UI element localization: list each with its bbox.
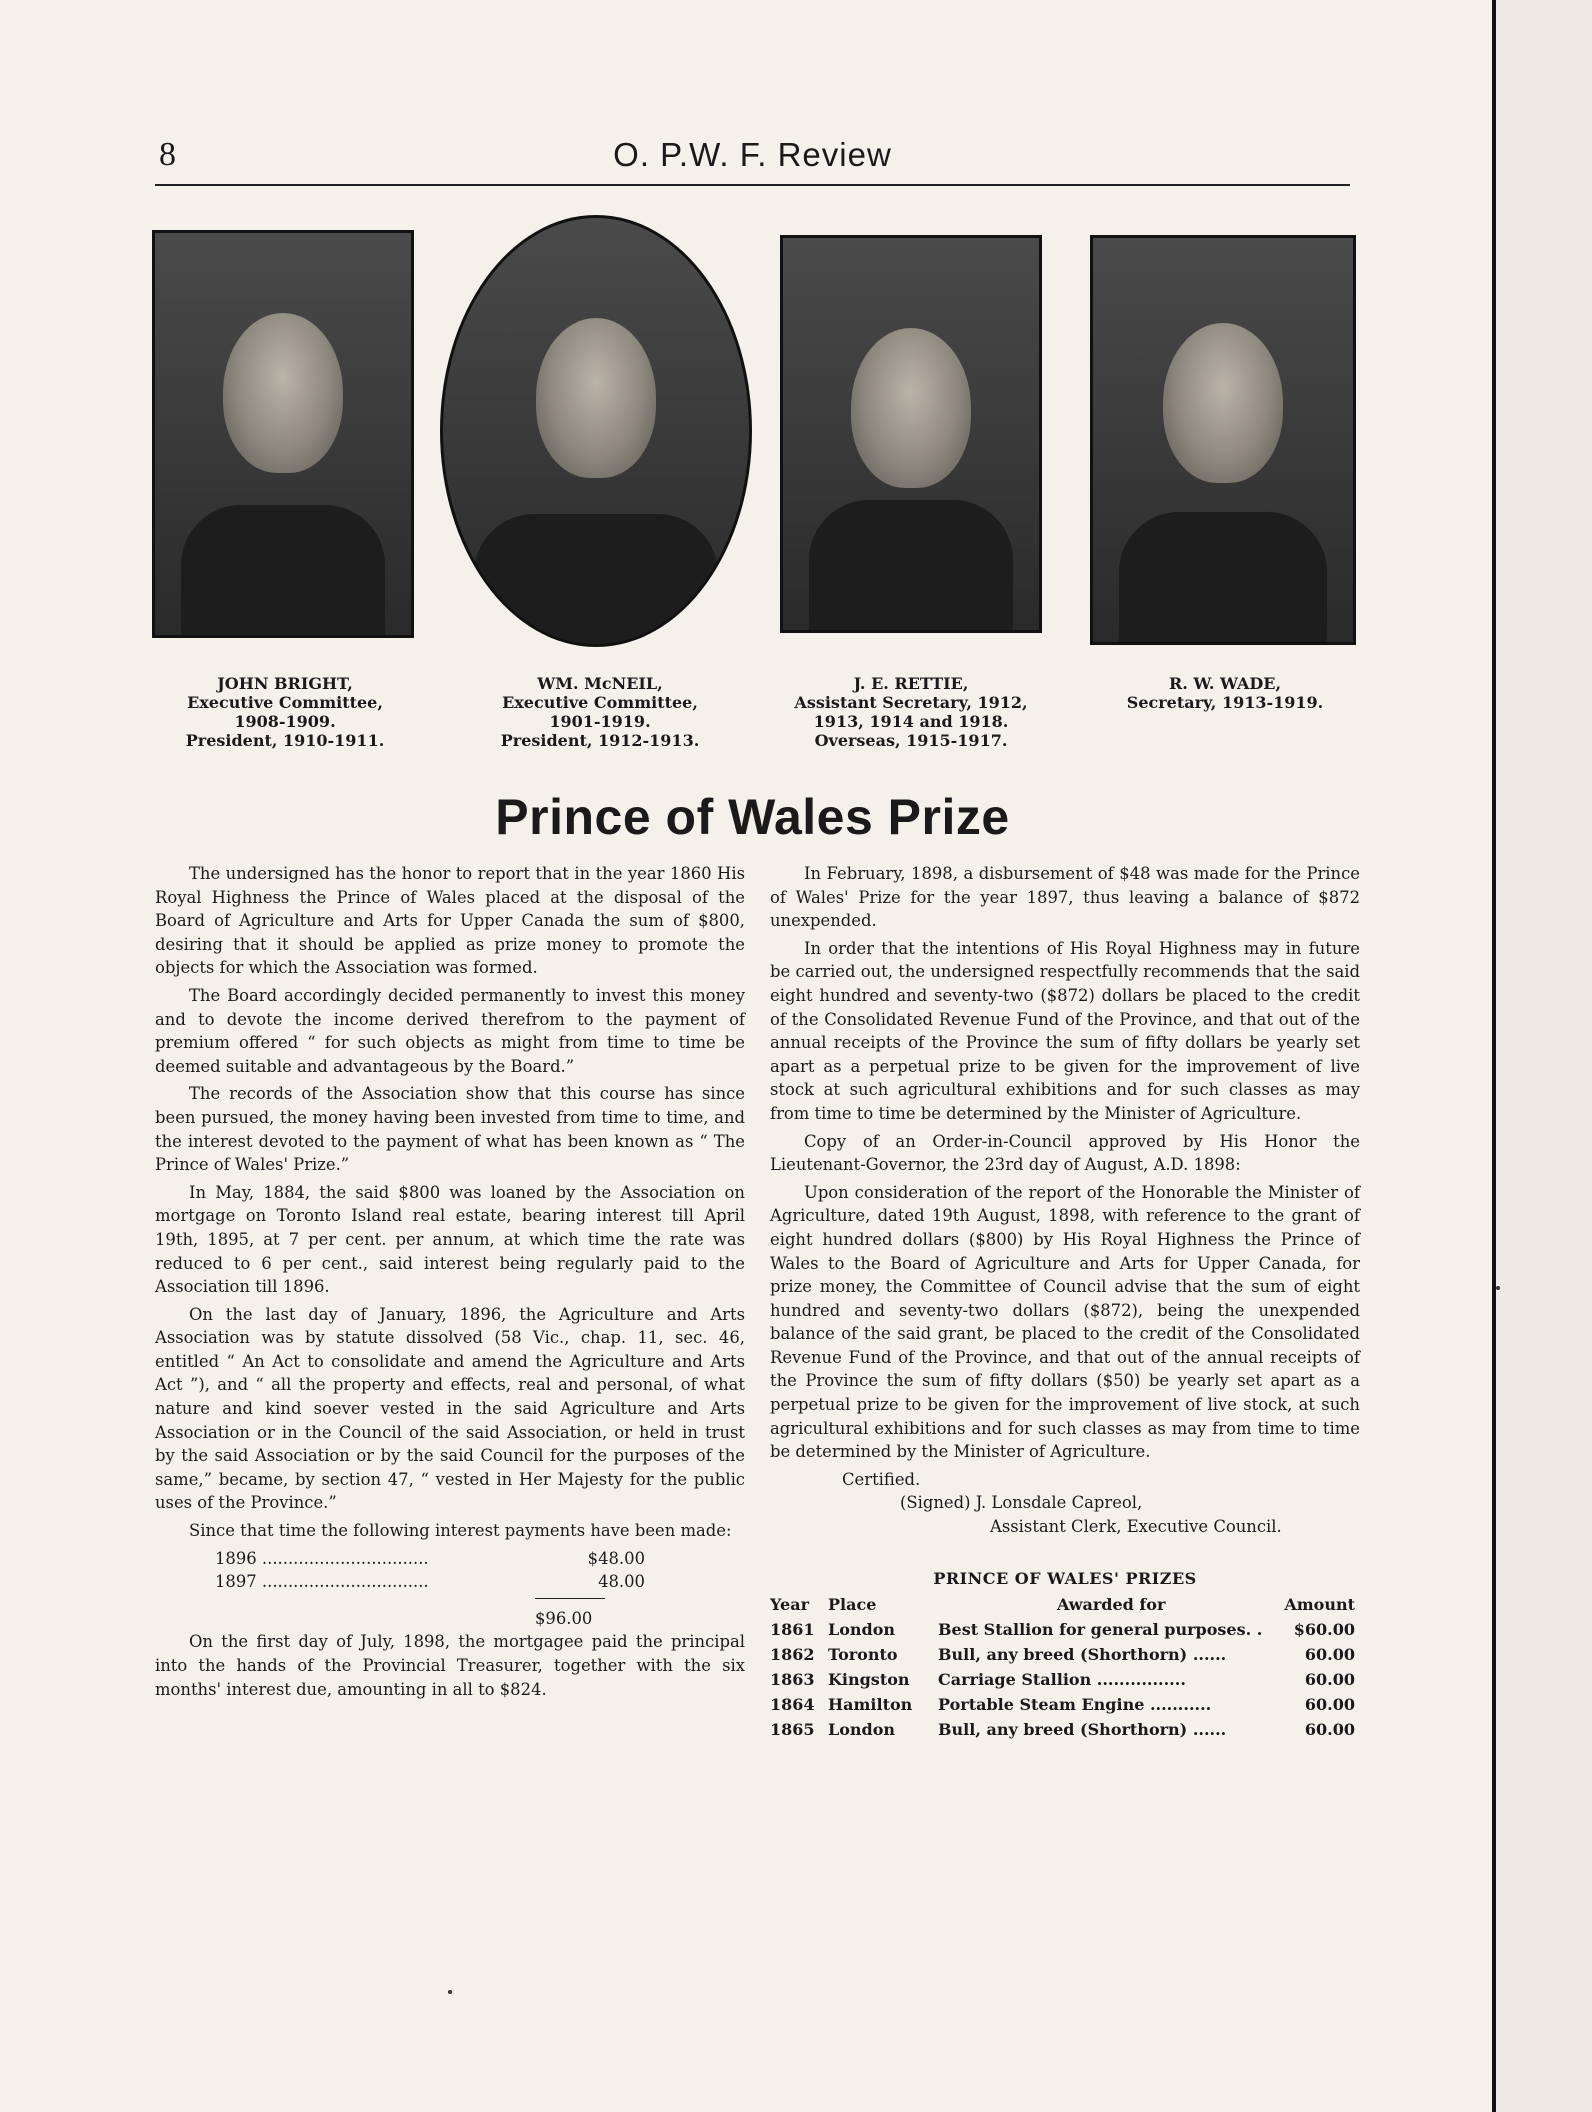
paragraph: On the last day of January, 1896, the Agriculture and Arts Association was by statute dissolved (58 Vic., chap. 11, sec. 46, entitled “ An Act to consolidate and amend the Agriculture and Arts Act ”), and “ all the property and effects, real and personal, of what nature and kind soever vested in the said Agriculture and Arts Association or in the Council of the said Association, or held in trust by the said Association or by the said Council for the purposes of the same,” became, by section 47, “ vested in Her Majesty for the public uses of the Province.”: [155, 1304, 745, 1513]
paragraph: Upon consideration of the report of the Honorable the Minister of Agriculture, dated 19th August, 1898, with reference to the grant of eight hundred dollars ($800) by His Royal Highness the Prince of Wales to the Board of Agriculture and Arts for Upper Canada, for prize money, the Committee of Council advise that the sum of eight hundred and seventy-two dollars ($872), being the unexpended balance of the said grant, be placed to the credit of the Consolidated Revenue Fund of the Province, and that out of the annual receipts of the Province the sum of fifty dollars ($50) be yearly set apart as a perpetual prize to be given for the improvement of live stock, at such agricultural exhibitions and for such classes as may from time to time be determined by the Minister of Agriculture.: [770, 1182, 1360, 1462]
portrait-caption-3: [766, 674, 1056, 750]
paragraph: In February, 1898, a disbursement of $48 was made for the Prince of Wales' Prize for the year 1897, thus leaving a balance of $872 unexpended.: [770, 864, 1360, 931]
payment-row: [215, 1547, 645, 1571]
cell-place: London: [828, 1620, 896, 1640]
cell-place: Toronto: [828, 1645, 898, 1665]
caption-line: Executive Committee,: [187, 693, 383, 712]
portrait-photo-4: [1090, 235, 1356, 645]
table-row: [770, 1667, 1355, 1692]
portrait-photo-2: [440, 215, 752, 647]
signer-title: Assistant Clerk, Executive Council.: [990, 1517, 1282, 1537]
cell-place: London: [828, 1720, 896, 1740]
column-header: Amount: [1284, 1595, 1355, 1615]
print-speck: [1496, 1286, 1500, 1290]
caption-line: Overseas, 1915-1917.: [814, 731, 1008, 750]
payment-amount: $48.00: [587, 1548, 645, 1568]
column-header: Place: [828, 1595, 877, 1615]
prizes-table-title: PRINCE OF WALES' PRIZES: [933, 1568, 1197, 1588]
column-header: Year: [770, 1595, 810, 1615]
caption-name: JOHN BRIGHT,: [217, 674, 353, 693]
cell-amount: 60.00: [1304, 1645, 1355, 1665]
page-margin: [1496, 0, 1592, 2112]
caption-line: Executive Committee,: [502, 693, 698, 712]
caption-line: 1913, 1914 and 1918.: [813, 712, 1009, 731]
portrait-photo-1: [152, 230, 414, 638]
table-row: [770, 1617, 1355, 1642]
portrait-caption-4: [1090, 674, 1360, 712]
article-column-right: [770, 862, 1360, 1742]
payment-row: [215, 1570, 645, 1594]
running-title: O. P.W. F. Review: [613, 136, 892, 173]
paragraph: The Board accordingly decided permanently to invest this money and to devote the income derived therefrom to the payment of premium offered “ for such objects as might from time to time be deemed suitable and advantageous by the Board.”: [155, 985, 745, 1076]
cell-year: 1862: [770, 1645, 815, 1665]
caption-line: President, 1910-1911.: [185, 731, 385, 750]
caption-name: R. W. WADE,: [1168, 674, 1282, 693]
caption-line: Assistant Secretary, 1912,: [794, 693, 1028, 712]
table-row: [770, 1642, 1355, 1667]
column-header: Awarded for: [1056, 1595, 1166, 1615]
cell-awarded: Portable Steam Engine ...........: [938, 1695, 1212, 1715]
cell-awarded: Bull, any breed (Shorthorn) ......: [938, 1645, 1227, 1665]
portrait-caption-2: [460, 674, 740, 750]
caption-name: J. E. RETTIE,: [853, 674, 969, 693]
article-title: Prince of Wales Prize: [495, 789, 1010, 845]
portrait-caption-1: [150, 674, 420, 750]
caption-line: 1908-1909.: [234, 712, 336, 731]
payment-year: 1897 ................................: [215, 1572, 429, 1592]
article-column-left: [155, 862, 745, 1705]
paragraph: The undersigned has the honor to report that in the year 1860 His Royal Highness the Prince of Wales placed at the disposal of the Board of Agriculture and Arts for Upper Canada the sum of $800, desiring that it should be applied as prize money to promote the objects for which the Association was formed.: [155, 864, 745, 978]
cell-year: 1863: [770, 1670, 815, 1690]
cell-awarded: Carriage Stallion ................: [938, 1670, 1186, 1690]
cell-awarded: Best Stallion for general purposes. .: [938, 1620, 1263, 1640]
portrait-photo-3: [780, 235, 1042, 633]
caption-line: 1901-1919.: [549, 712, 651, 731]
table-row: [770, 1717, 1355, 1742]
payments-list: [215, 1547, 645, 1631]
table-row: [770, 1692, 1355, 1717]
paragraph: In May, 1884, the said $800 was loaned by the Association on mortgage on Toronto Island real estate, bearing interest till April 19th, 1895, at 7 per cent. per annum, at which time the rate was reduced to 6 per cent., said interest being regularly paid to the Association till 1896.: [155, 1182, 745, 1297]
caption-line: Secretary, 1913-1919.: [1126, 693, 1324, 712]
caption-line: President, 1912-1913.: [500, 731, 700, 750]
sum-rule: [535, 1598, 605, 1599]
caption-name: WM. McNEIL,: [537, 674, 663, 693]
cell-place: Hamilton: [828, 1695, 913, 1715]
payment-amount: 48.00: [598, 1572, 645, 1592]
cell-amount: 60.00: [1304, 1695, 1355, 1715]
payment-year: 1896 ................................: [215, 1548, 429, 1568]
paragraph: Copy of an Order-in-Council approved by His Honor the Lieutenant-Governor, the 23rd day of August, A.D. 1898:: [770, 1131, 1360, 1175]
paragraph: The records of the Association show that this course has since been pursued, the money having been invested from time to time, and the interest devoted to the payment of what has been known as “ The Prince of Wales' Prize.”: [155, 1084, 745, 1175]
cell-awarded: Bull, any breed (Shorthorn) ......: [938, 1720, 1227, 1740]
cell-year: 1861: [770, 1620, 815, 1640]
cell-amount: $60.00: [1293, 1620, 1355, 1640]
prizes-table: [770, 1592, 1355, 1742]
paragraph: In order that the intentions of His Royal Highness may in future be carried out, the undersigned respectfully recommends that the said eight hundred and seventy-two ($872) dollars be placed to the credit of the Consolidated Revenue Fund of the Province, and that out of the annual receipts of the Province the sum of fifty dollars be yearly set apart as a perpetual prize to be given for the improvement of live stock at such agricultural exhibitions and for such classes as may from time to time be determined by the Minister of Agriculture.: [770, 938, 1360, 1123]
certified-line: Certified.: [842, 1469, 921, 1489]
cell-place: Kingston: [828, 1670, 910, 1690]
paragraph: On the first day of July, 1898, the mortgagee paid the principal into the hands of the Provincial Treasurer, together with the six months' interest due, amounting in all to $824.: [155, 1632, 745, 1699]
paragraph: Since that time the following interest payments have been made:: [189, 1521, 732, 1541]
page-header: [155, 132, 1350, 186]
cell-amount: 60.00: [1304, 1720, 1355, 1740]
cell-year: 1865: [770, 1720, 815, 1740]
cell-year: 1864: [770, 1695, 815, 1715]
cell-amount: 60.00: [1304, 1670, 1355, 1690]
signed-line: (Signed) J. Lonsdale Capreol,: [900, 1493, 1143, 1513]
page-number: 8: [159, 136, 176, 173]
table-header-row: [770, 1592, 1355, 1617]
print-speck: [448, 1990, 452, 1994]
page-edge-line: [1492, 0, 1496, 2112]
payments-total: $96.00: [535, 1608, 593, 1628]
